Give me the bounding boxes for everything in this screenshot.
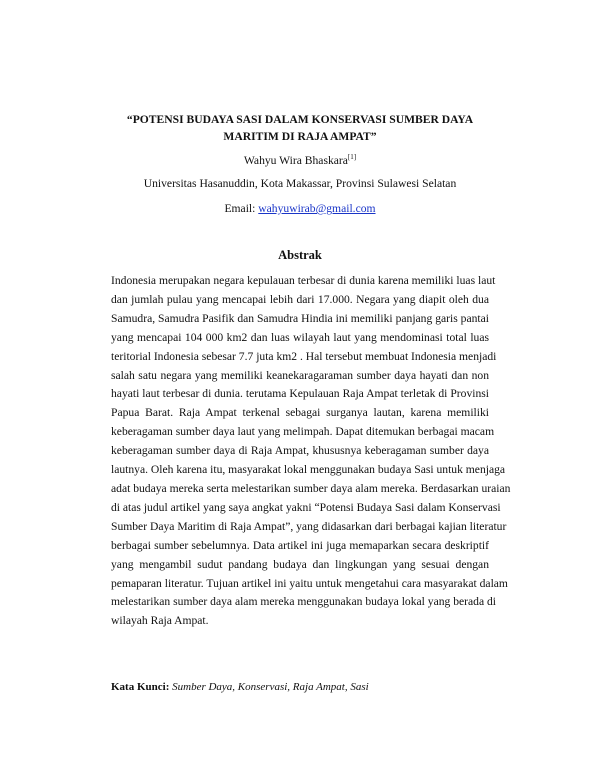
email-line xyxy=(80,202,520,216)
keywords xyxy=(111,680,511,694)
author-line xyxy=(80,150,520,168)
title-line: “POTENSI BUDAYA SASI DALAM KONSERVASI SUMBER DAYA xyxy=(126,113,474,126)
abstract-line: wilayah Raja Ampat. xyxy=(111,614,209,628)
abstract-line: pemaparan literatur. Tujuan artikel ini yaitu untuk mengetahui cara masyarakat dalam xyxy=(111,576,508,590)
abstract-line: berbagai sumber sebelumnya. Data artikel ini juga memaparkan secara deskriptif xyxy=(111,538,489,552)
paper-title xyxy=(100,111,500,145)
abstract-body xyxy=(111,272,511,631)
email-link[interactable]: wahyuwirab@gmail.com xyxy=(258,202,376,215)
abstract-line: melestarikan sumber daya alam mereka menggunakan budaya lokal yang berada di xyxy=(111,595,497,609)
abstract-line: Indonesia merupakan negara kepulauan terbesar di dunia karena memiliki luas laut xyxy=(111,274,496,287)
keywords-label: Kata Kunci: xyxy=(111,681,170,693)
abstract-line: yang mencapai 104 000 km2 dan luas wilayah laut yang mendominasi total luas xyxy=(111,330,489,344)
abstract-line: hayati laut terbesar di dunia. terutama Kepulauan Raja Ampat terletak di Provinsi xyxy=(111,387,489,401)
affiliation: Universitas Hasanuddin, Kota Makassar, Provinsi Sulawesi Selatan xyxy=(143,177,457,190)
email-label: Email: xyxy=(224,202,256,215)
title-line: MARITIM DI RAJA AMPAT” xyxy=(223,130,377,143)
author-name: Wahyu Wira Bhaskara xyxy=(243,154,348,167)
abstract-line: keberagaman sumber daya laut yang melimpah. Dapat ditemukan berbagai macam xyxy=(111,425,495,439)
abstract-line: Sumber Daya Maritim di Raja Ampat”, yang didasarkan dari berbagai kajian literatur xyxy=(111,519,507,533)
abstract-line: salah satu negara yang memiliki keanekaragaraman sumber daya hayati dan non xyxy=(111,368,489,382)
abstract-line: di atas judul artikel yang saya angkat yakni “Potensi Budaya Sasi dalam Konservasi xyxy=(111,500,501,514)
abstract-line: dan jumlah pulau yang mencapai lebih dari 17.000. Negara yang diapit oleh dua xyxy=(111,292,489,306)
author-footnote-marker: [1] xyxy=(347,153,357,161)
abstract-heading: Abstrak xyxy=(278,248,322,262)
abstract-line: adat budaya mereka serta melestarikan sumber daya alam mereka. Berdasarkan uraian xyxy=(111,481,511,495)
abstract-line: Samudra, Samudra Pasifik dan Samudra Hindia ini memiliki panjang garis pantai xyxy=(111,311,489,325)
abstract-line: teritorial Indonesia sebesar 7.7 juta km2 . Hal tersebut membuat Indonesia menjadi xyxy=(111,349,497,363)
abstract-line: Papua Barat. Raja Ampat terkenal sebagai surganya lautan, karena memiliki xyxy=(111,406,489,420)
keywords-values: Sumber Daya, Konservasi, Raja Ampat, Sasi xyxy=(172,681,369,693)
abstract-line: yang mengambil sudut pandang budaya dan lingkungan yang sesuai dengan xyxy=(111,557,489,571)
abstract-line: keberagaman sumber daya di Raja Ampat, khususnya keberagaman sumber daya xyxy=(111,444,489,458)
abstract-line: lautnya. Oleh karena itu, masyarakat lokal menggunakan budaya Sasi untuk menjaga xyxy=(111,463,506,477)
